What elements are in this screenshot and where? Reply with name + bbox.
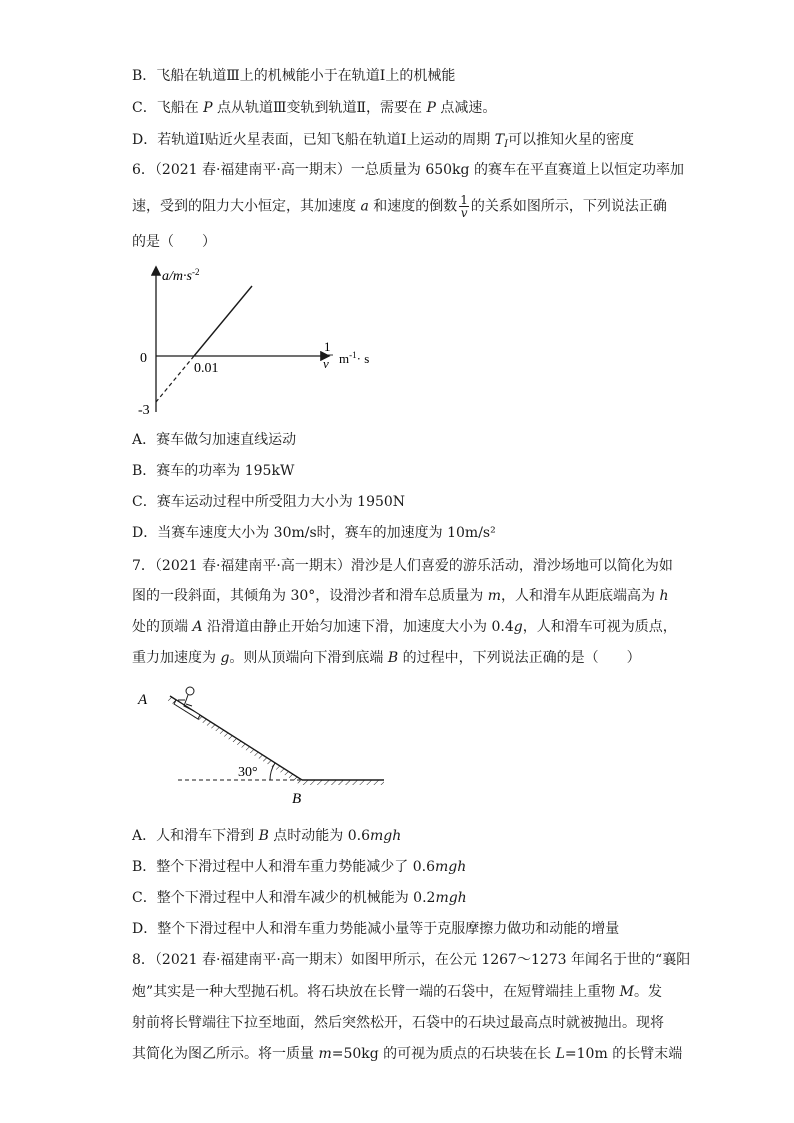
point-b-label: B [292, 791, 302, 807]
q5-option-b: B．飞船在轨道Ⅲ上的机械能小于在轨道Ⅰ上的机械能 [132, 68, 456, 84]
q6-option-b: B．赛车的功率为 195kW [132, 463, 295, 479]
q6-stem-line-1: 6．（2021 春·福建南平·高一期末）一总质量为 650kg 的赛车在平直赛道上以恒定功率加 [132, 162, 684, 178]
q6-stem-line-3: 的是（ ） [132, 234, 216, 250]
q6-option-c: C．赛车运动过程中所受阻力大小为 1950N [132, 494, 406, 510]
q6-inverse-velocity-fraction: $\frac{1}{v}$ [460, 193, 468, 220]
origin-label: 0 [140, 351, 147, 366]
q6-stem-line-2: 速，受到的阻力大小恒定，其加速度 a 和速度的倒数 $\frac{1}{v}$ 的关系如图所示，下列说法正确 [132, 193, 667, 220]
ground-hatching [302, 780, 384, 785]
q7-option-b: B．整个下滑过程中人和滑车重力势能减少了 0.6mgh [132, 859, 467, 875]
q6-option-a: A．赛车做匀加速直线运动 [132, 432, 297, 448]
q7-slope-figure [132, 680, 392, 810]
q8-stem-line-2: 炮”其实是一种大型抛石机。将石块放在长臂一端的石袋中，在短臂端挂上重物 M。发 [132, 984, 662, 1000]
q8-stem-line-3: 射前将长臂端往下拉至地面，然后突然松开，石袋中的石块过最高点时就被抛出。现将 [132, 1015, 664, 1031]
q7-option-a: A．人和滑车下滑到 B 点时动能为 0.6mgh [132, 828, 402, 844]
q5-option-c: C．飞船在 P 点从轨道Ⅲ变轨到轨道Ⅱ，需要在 P 点减速。 [132, 100, 497, 116]
sand-slider-person-icon [174, 687, 200, 719]
y-axis-label: $a/m\cdot s^{-2}$ [162, 267, 200, 284]
angle-label: 30° [238, 765, 258, 780]
q8-stem-line-4: 其简化为图乙所示。将一质量 m=50kg 的可视为质点的石块装在长 L=10m 的长臂末端 [132, 1046, 683, 1062]
x-axis-label-den: v [323, 356, 329, 371]
graph-dashed-extension [156, 356, 194, 402]
q6-option-d: D．当赛车速度大小为 30m/s时，赛车的加速度为 10m/s² [132, 525, 496, 541]
x-tick-label: 0.01 [194, 361, 219, 376]
y-intercept-label: -3 [138, 403, 150, 418]
x-axis-label-unit: $m^{-1}\cdot s$ [339, 350, 370, 366]
q7-stem-line-2: 图的一段斜面，其倾角为 30°，设滑沙者和滑车总质量为 m，人和滑车从距底端高为 h [132, 588, 669, 604]
q7-stem-line-1: 7．（2021 春·福建南平·高一期末）滑沙是人们喜爱的游乐活动，滑沙场地可以简化为如 [132, 558, 673, 574]
q7-stem-line-3: 处的顶端 A 沿滑道由静止开始匀加速下滑，加速度大小为 0.4g，人和滑车可视为质点， [132, 619, 677, 635]
q7-stem-line-4: 重力加速度为 g。则从顶端向下滑到底端 B 的过程中，下列说法正确的是（ ） [132, 650, 641, 666]
x-axis-label-num: 1 [324, 339, 331, 354]
q7-option-c: C．整个下滑过程中人和滑车减少的机械能为 0.2mgh [132, 890, 467, 906]
graph-solid-line [194, 286, 252, 356]
q5-option-d: D．若轨道Ⅰ贴近火星表面，已知飞船在轨道Ⅰ上运动的周期 $T_I$可以推知火星的密度 [132, 132, 635, 150]
q8-stem-line-1: 8．（2021 春·福建南平·高一期末）如图甲所示，在公元 1267～1273 年闻名于世的“襄阳 [132, 952, 691, 968]
q7-option-d: D．整个下滑过程中人和滑车重力势能减小量等于克服摩擦力做功和动能的增量 [132, 921, 620, 937]
q6-acceleration-graph [136, 262, 396, 422]
point-a-label: A [138, 692, 148, 708]
